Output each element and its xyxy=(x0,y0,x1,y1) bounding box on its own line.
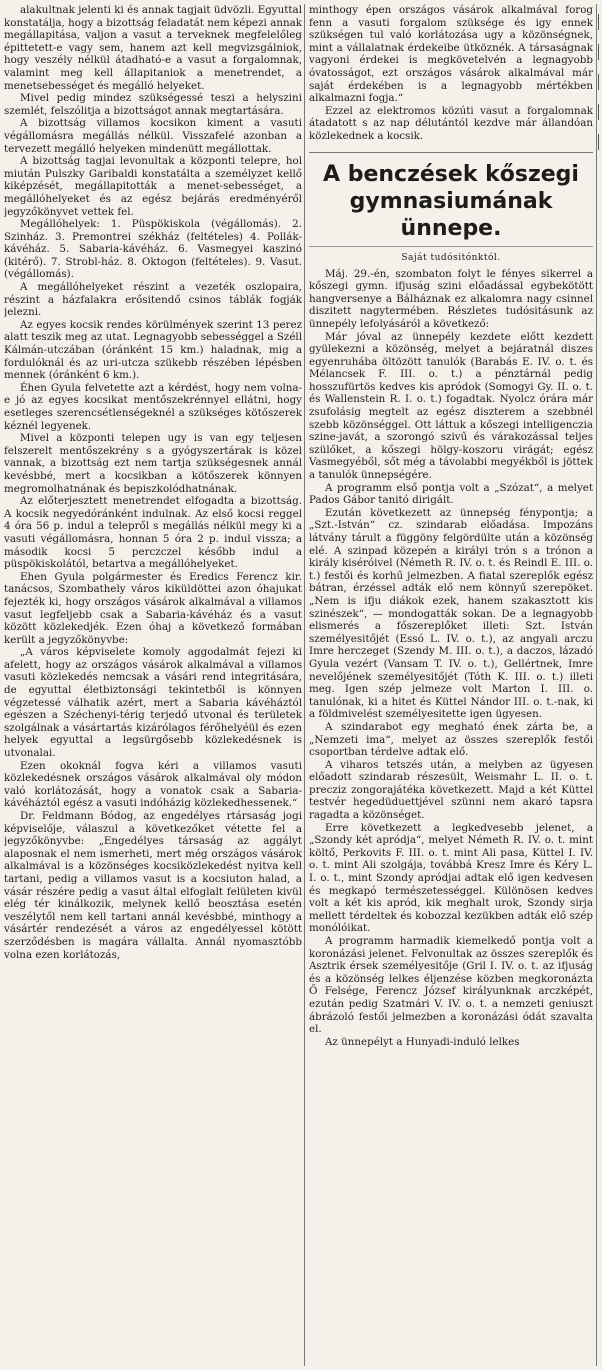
paragraph: Ezzel az elektromos közúti vasut a forgalomnak átadatott s az nap délutántól kezdve már állandóan közlekednek a kocsik. xyxy=(309,104,593,142)
paragraph: A viharos tetszés után, a melyben az ügyesen előadott szindarab részesült, Weismahr L. II. o. t. precziz zongorajátéka következett. Majd a két Küttel testvér hegedüduettjével szünni nem akaró tapsra ragadta a közönséget. xyxy=(309,758,593,822)
paragraph: A szindarabot egy megható ének zárta be, a „Nemzeti ima“, melyet az összes szereplők festői csoportban térdelve adtak elő. xyxy=(309,720,593,759)
next-column-edge xyxy=(598,0,602,1370)
paragraph: Ezután következett az ünnepség fénypontja; a „Szt.-István“ cz. szindarab előadása. Impozáns látvány tárult a függöny felgördülte után a közönség elé. A szinpad közepén a királyi trón s a trónon a király kiséróivel (Németh R. IV. o. t. és Reindl E. III. o. t.) festői és korhű jelmezben. A fiatal szereplők egész bátran, érzéssel adták elő nem könnyű szerepöket. „Nem is ifju diákok ezek, hanem szakasztott kis szinészek“, — mondogatták sokan. De a legnagyobb elismerés a főszereplőket illeti: Szt. István személyesitőjét (Essó L. IV. o. t.), az angyali arczu Imre herczeget (Szendy M. III. o. t.), a daczos, lázadó Gyula vezért (Vansam T. IV. o. t.), Gellértnek, Imre nevelőjének személyesitőjét (Tóth K. III. o. t.) illeti meg. Igen szép jelmeze volt Marton I. III. o. tanulónak, ki a hitet és Küttel Nándor III. o. t.-nak, ki a földmivelést személyesitette igen ügyesen. xyxy=(309,506,593,721)
paragraph: Erre következett a legkedvesebb jelenet, a „Szondy két apródja“, melyet Németh R. IV. o. t. mint költő, Perkovits F. III. o. t. mint Ali pasa, Küttel I. IV. o. t. mint Ali szolgája, továbbá Kresz Imre és Kéry L. I. o. t., mint Szondy apródjai adtak elő igen kedvesen és megkapó természetességgel. Különösen kedves volt a két kis apród, kik meghalt urok, Szondy sirja mellett térdeltek és kobozzal kezükben adták elő szép monólóikat. xyxy=(309,821,593,935)
middle-column xyxy=(309,4,593,1048)
paragraph: Máj. 29.-én, szombaton folyt le fényes sikerrel a kőszegi gymn. ifjuság szini előadással egybekötött hangversenye a Bálháznak ez alkalomra nagy csinnel diszitett nagytermében. Részletes tudósitásunk az ünnepély lefolyásáról a következő: xyxy=(309,267,593,330)
column-rule xyxy=(304,4,305,1366)
paragraph: Az ünnepélyt a Hunyadi-induló lelkes xyxy=(325,1035,520,1048)
section-divider xyxy=(309,152,593,153)
paragraph: minthogy épen országos vásárok alkalmával forog fenn a vasuti forgalom szüksége és igy ennek szükségen tul való korlátozása ugy a közönségnek, mint a vállalatnak érdekeibe ütköznék. A társaságnak vagyoni érdekei is megkövetelvén a legnagyobb óvatosságot, ezt országos vásárok alkalmával már saját érdekében is a legnagyobb mértékben alkalmazni fogja.“ xyxy=(309,4,593,105)
edge-mark xyxy=(598,134,602,150)
paragraph: A bizottság tagjai levonultak a központi telepre, hol miután Pulszky Garibaldi konstatálta a személyzet kellő kiképzését, megállapitották a menet-sebességet, a megállóhelyeket és az egész bejárás eredményéről jegyzőkönyvet vettek fel. xyxy=(4,155,302,218)
edge-mark xyxy=(598,104,602,120)
headline-underline xyxy=(309,246,593,247)
paragraph: A megállóhelyeket részint a vezeték oszlopaira, részint a házfalakra erősitendő csinos táblák fogják jelezni. xyxy=(4,281,302,319)
paragraph: Éhen Gyula felvetette azt a kérdést, hogy nem volna-e jó az egyes kocsikat mentőszekrénnyel ellátni, hogy esetleges szerencsétlenségeknél a szükséges kötőszerek kéznél legyenek. xyxy=(4,381,302,432)
paragraph: Az egyes kocsik rendes körülmények szerint 13 perez alatt teszik meg az utat. Legnagyobb sebességgel a Széll Kálmán-utczában (óránként 15 km.) haladnak, mig a fordulóknál és az uri-utcza szükebb részében lépésben mennek (óránként 6 km.). xyxy=(4,318,302,382)
paragraph: Mivel pedig mindez szükségessé teszi a helyszini szemlét, felszólitja a bizottságot annak megtartására. xyxy=(4,92,302,117)
paragraph: Ezen okoknál fogva kéri a villamos vasuti közlekedésnek országos vásárok alkalmával oly módon való korlátozását, hogy a vonatok csak a Sabaria-kávéháztól egész a vasuti indóházig közlekedhessenek.“ xyxy=(4,759,302,810)
edge-mark xyxy=(598,74,602,90)
paragraph: Megállóhelyek: 1. Püspökiskola (végállomás). 2. Szinház. 3. Premontrei székház (feltételes) 4. Pollák-kávéház. 5. Sabaria-kávéház. 6. Vasmegyei kaszinó (kitérő). 7. Strobl-ház. 8. Oktogon (feltételes). 9. Vasut. (végállomás). xyxy=(4,218,302,281)
paragraph: alakultnak jelenti ki és annak tagjait üdvözli. Egyuttal konstatálja, hogy a bizottság feladatát nem képezi annak megállapitása, valjon a vasut a terveknek megfelelőleg épittetett-e vagy sem, hanem azt kell megvizsgálniok, hogy veszély nélkül átadható-e a vasut a forgalomnak, valamint meg kell állapitaniok a menetrendet, a menetsebességet és megálló helyeket. xyxy=(4,4,302,92)
paragraph: Ehen Gyula polgármester és Eredics Ferencz kir. tanácsos, Szombathely város kiküldöttei azon óhajukat fejezték ki, hogy országos vásárok alkalmával a villamos vasut legfeljebb csak a Sabaria-kávéház és a vasut között közlekedjék. Ezen óhaj a következő formában került a jegyzőkönyvbe: xyxy=(4,570,302,646)
paragraph: Mivel a központi telepen ugy is van egy teljesen felszerelt mentőszekrény s a gyógyszertárak is közel vannak, a bizottság ezt nem tartja szükségesnek annál kevésbbé, mert a kocsikban a kötőszerek könnyen megromolhatnának és bepiszkolódhatnának. xyxy=(4,432,302,495)
column-rule xyxy=(596,4,597,1366)
left-column xyxy=(4,4,302,961)
byline: Saját tudósitónktól. xyxy=(401,252,501,263)
article-headline: A benczések kőszegi gymnasiumának ünnepe. xyxy=(323,161,579,241)
paragraph: A programm harmadik kiemelkedő pontja volt a koronázási jelenet. Felvonultak az összes szereplők és Asztrik érsek személyesitője (Gril I. IV. o. t. az ifjuság és a közönség lelkes éljenzése közben megkoronázta Ő Felsége, Ferencz József királyunknak arczképét, ezután pedig Szatmári V. IV. o. t. a nemzeti geniuszt ábrázoló festői jelmezben a koronázási ódát szavalta el. xyxy=(309,935,593,1036)
paragraph: Már jóval az ünnepély kezdete előtt kezdett gyülekezni a közönség, melyet a bejáratnál diszes egyenruhába öltözött tanulók (Barabás E. IV. o. t. és Mélancsek F. III. o. t.) a pénztárnál pedig hosszufürtös kedves kis apródok (Somogyi Gy. II. o. t. és Wallenstein R. I. o. t.) fogadtak. Nyolcz órára már zsufolásig megtelt az egész diszterem a szebbnél szebb közönséggel. Ott láttuk a kőszegi intelligenczia szine-javát, a szorongó szivű és várakozással teljes szülőket, a kőszegi hölgy-koszoru virágát; egész Vasmegyéből, sőt még a távolabbi megyékből is jöttek a tanulók ünnepségére. xyxy=(309,330,593,482)
paragraph: Az előterjesztett menetrendet elfogadta a bizottság. A kocsik negyedóránként indulnak. Az első kocsi reggel 4 óra 56 p. indul a telepről s megállás nélkül megy ki a vasuti végállomásra, honnan 5 óra 2 p. indul vissza; a második kocsi 5 perczczel később indul a püspökiskolától, betartva a megállóhelyeket. xyxy=(4,495,302,571)
edge-mark xyxy=(598,14,602,30)
paragraph: „A város képviselete komoly aggodalmát fejezi ki afelett, hogy az országos vásárok alkalmával a villamos vasuti közlekedés nemcsak a vásári rend integritására, de egyuttal életbiztonsági tekintetből is könnyen végzetessé válhatik azért, mert a Sabaria kávéháztól egészen a Széchenyi-térig terjedő utvonal és területek szolgálnak a vásártartás kizárólagos férőhelyéül és ezen helyek egyuttal a legsürgősebb közlekedésnek is utvonalai. xyxy=(4,646,302,760)
edge-mark xyxy=(598,44,602,60)
paragraph: A bizottság villamos kocsikon kiment a vasuti végállomásra megállás nélkül. Visszafelé azonban a tervezett megálló helyeken mindenütt megállottak. xyxy=(4,117,302,155)
paragraph: A programm első pontja volt a „Szózat“, a melyet Pados Gábor tanitó dirigált. xyxy=(309,481,593,507)
paragraph: Dr. Feldmann Bódog, az engedélyes rtársaság jogi képviselője, válaszul a következőket vétette fel a jegyzőkönyvbe: „Engedélyes társaság az aggályt alaposnak el nem ismerheti, mert még országos vásárok alkalmával is a közönséges kocsiközlekedést nyitva kell tartani, pedig a villamos vasut is a kocsiuton halad, a vásár részére pedig a vasut által elfoglalt felületen kivül elég tér kinálkozik, melynek kellő beosztása esetén veszélytől nem kell tartani annál kevésbbé, minthogy a vásártér rendezését a város az engedélyessel kötött szerződésben is magára vállalta. Annál nyomasztóbb volna ezen korlátozás, xyxy=(4,810,302,961)
